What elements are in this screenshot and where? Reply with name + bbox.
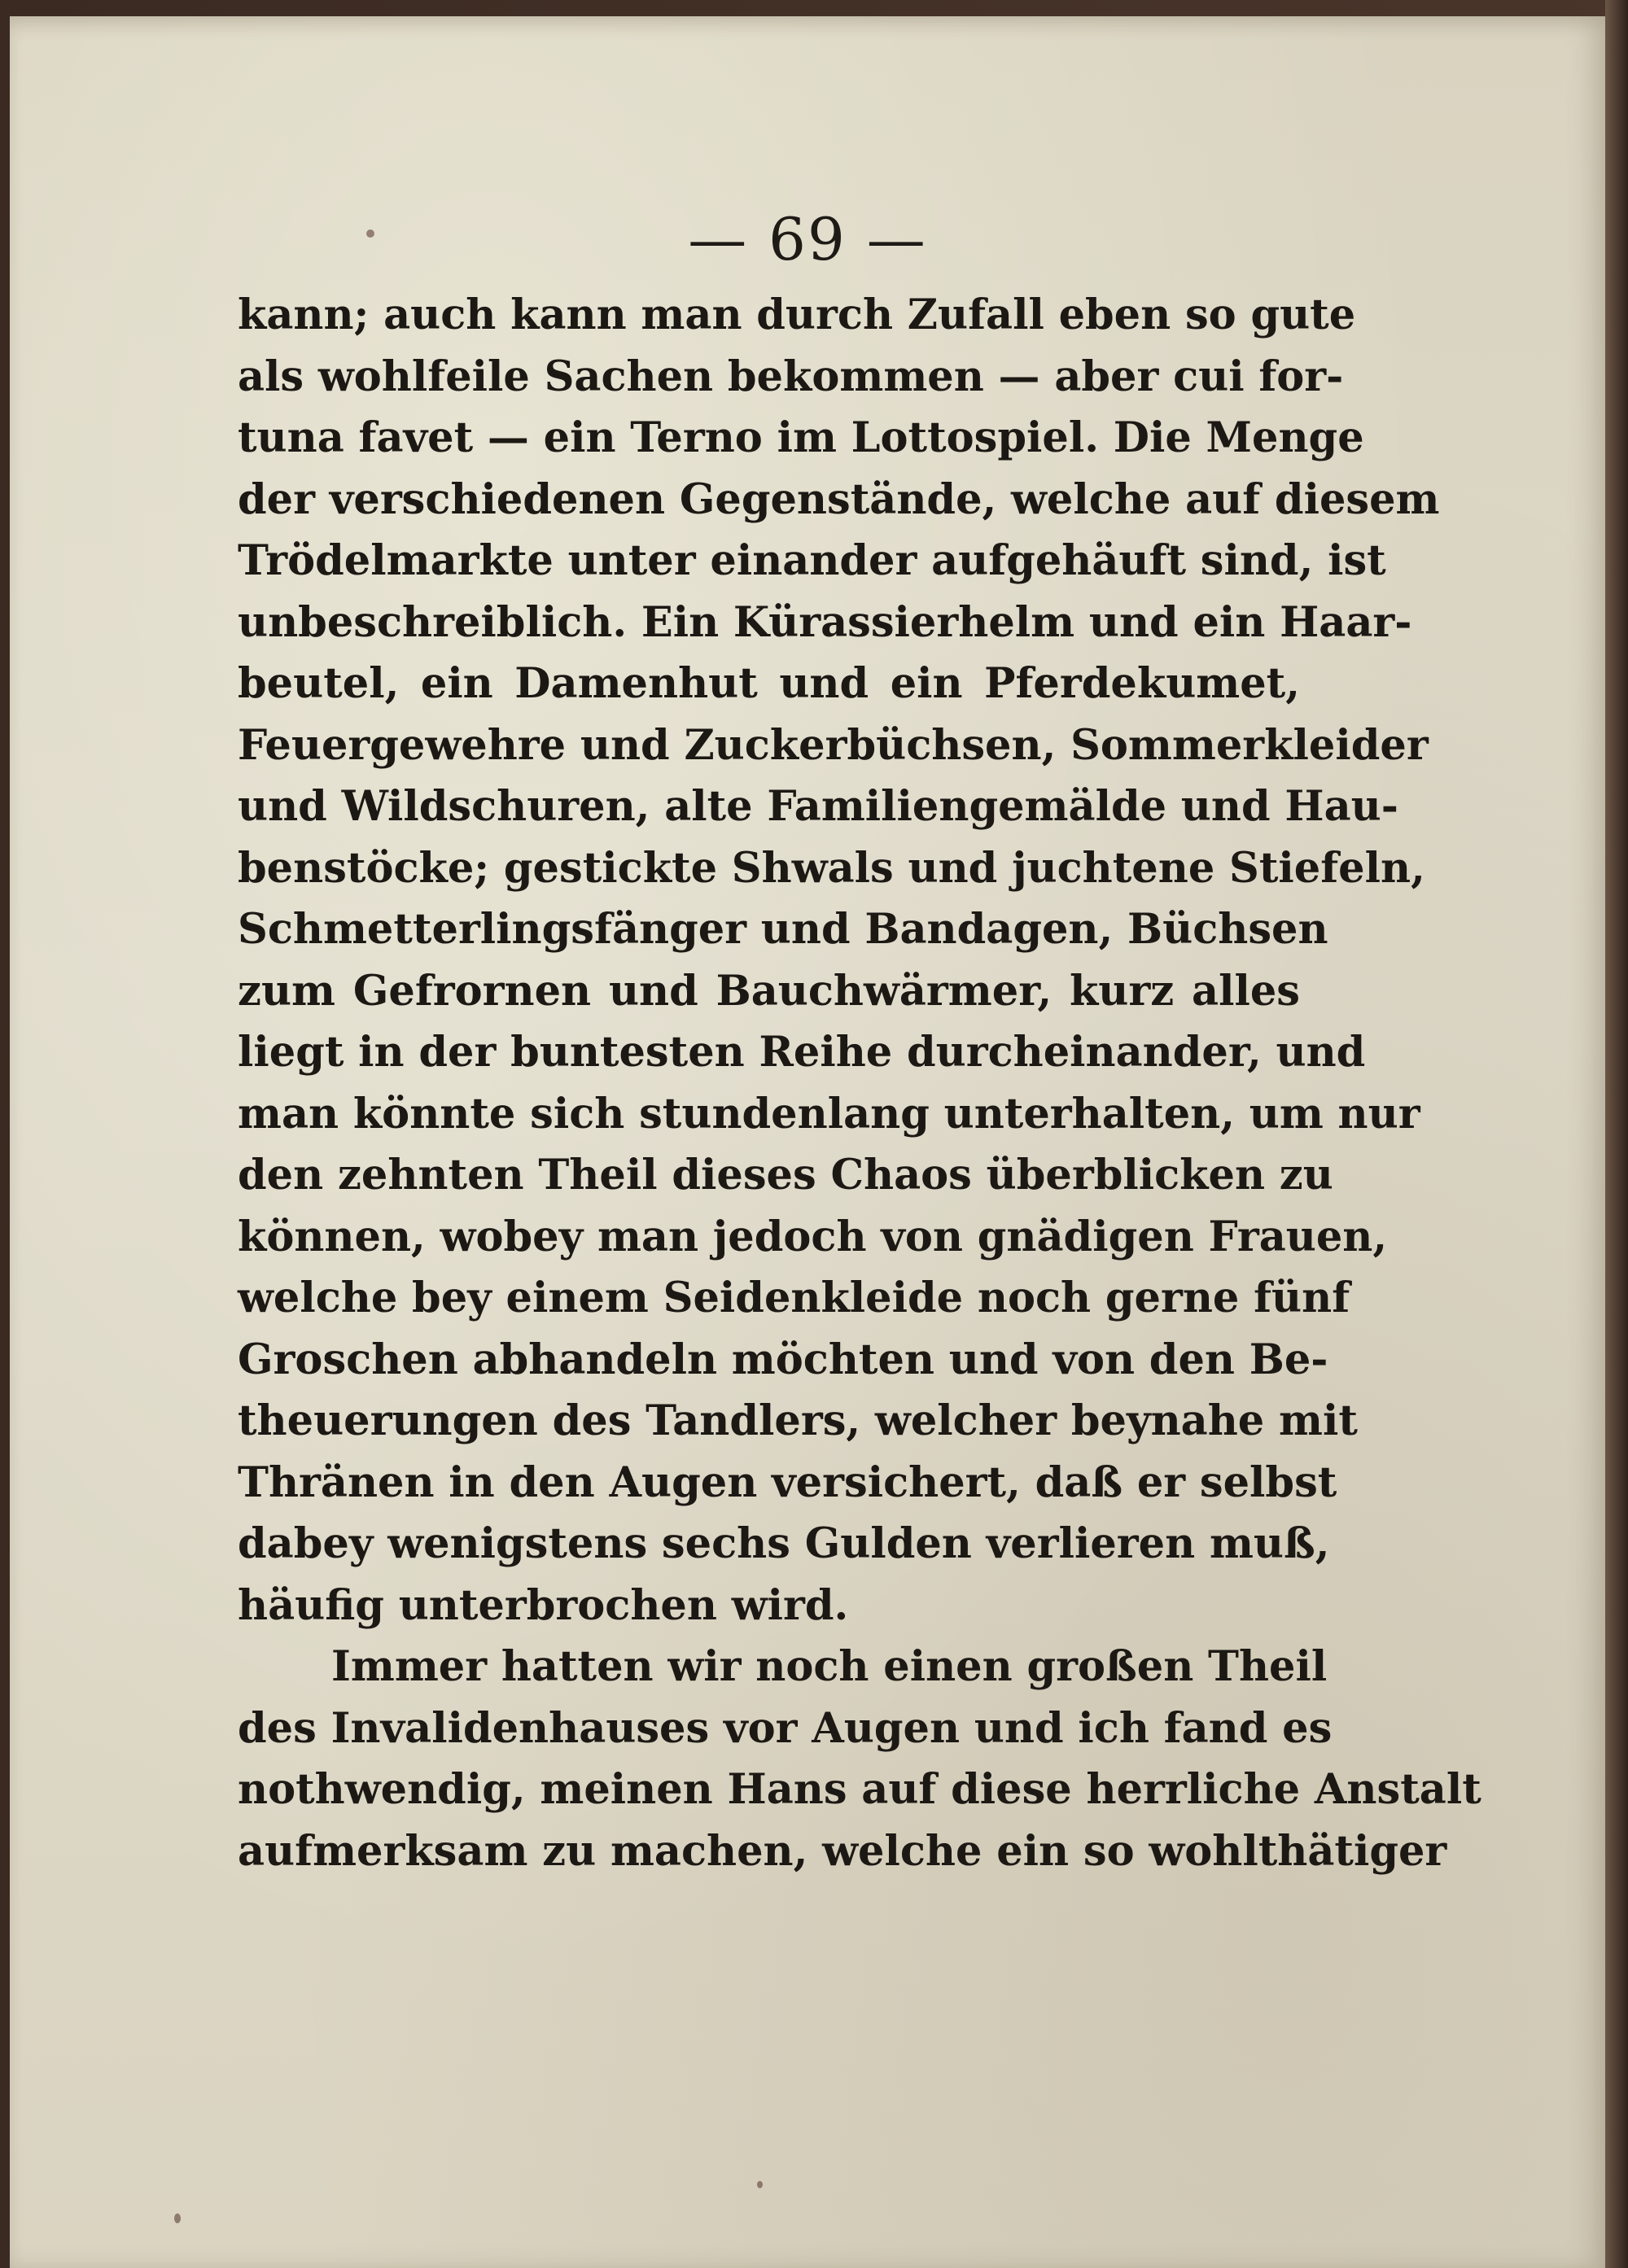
text-line: liegt in der buntesten Reihe durcheinander, und bbox=[238, 1028, 1366, 1077]
text-line: und Wildschuren, alte Familiengemälde und Hau- bbox=[238, 782, 1398, 831]
text-line-paragraph-start: Immer hatten wir noch einen großen Theil bbox=[331, 1642, 1328, 1691]
text-line-paragraph-end: häufig unterbrochen wird. bbox=[238, 1580, 849, 1630]
text-line: welche bey einem Seidenkleide noch gerne fünf bbox=[238, 1274, 1350, 1322]
text-line: dabey wenigstens sechs Gulden verlieren muß, bbox=[238, 1519, 1330, 1568]
body-text bbox=[238, 285, 1481, 1882]
text-line: Trödelmarkte unter einander aufgehäuft sind, ist bbox=[238, 536, 1386, 585]
text-line: können, wobey man jedoch von gnädigen Frauen, bbox=[238, 1212, 1388, 1261]
ink-speck bbox=[757, 2181, 763, 2188]
text-line: Groschen abhandeln möchten und von den Be- bbox=[238, 1335, 1328, 1384]
text-line: tuna favet — ein Terno im Lottospiel. Die Menge bbox=[238, 413, 1364, 462]
text-line: Feuergewehre und Zuckerbüchsen, Sommerkleider bbox=[238, 720, 1429, 770]
ink-speck bbox=[174, 2213, 181, 2223]
book-page bbox=[10, 16, 1605, 2268]
page-number-header: — 69 — bbox=[688, 205, 927, 273]
text-line: kann; auch kann man durch Zufall eben so gute bbox=[238, 291, 1356, 339]
text-line: den zehnten Theil dieses Chaos überblicken zu bbox=[238, 1151, 1333, 1200]
text-line: Thränen in den Augen versichert, daß er selbst bbox=[238, 1457, 1337, 1507]
text-line: man könnte sich stundenlang unterhalten, um nur bbox=[238, 1089, 1420, 1138]
text-line: benstöcke; gestickte Shwals und juchtene Stiefeln, bbox=[238, 843, 1425, 893]
text-line: als wohlfeile Sachen bekommen — aber cui for- bbox=[238, 352, 1344, 401]
text-line: nothwendig, meinen Hans auf diese herrliche Anstalt bbox=[238, 1765, 1481, 1814]
book-spine-edge bbox=[1605, 0, 1628, 2268]
text-line: des Invalidenhauses vor Augen und ich fand es bbox=[238, 1703, 1333, 1753]
text-line: der verschiedenen Gegenstände, welche auf diesem bbox=[238, 474, 1440, 524]
text-line: beutel, ein Damenhut und ein Pferdekumet, bbox=[238, 659, 1300, 708]
text-line: theuerungen des Tandlers, welcher beynahe mit bbox=[238, 1396, 1358, 1445]
text-line: aufmerksam zu machen, welche ein so wohlthätiger bbox=[238, 1826, 1447, 1876]
text-line: Schmetterlingsfänger und Bandagen, Büchsen bbox=[238, 905, 1328, 954]
text-line: zum Gefrornen und Bauchwärmer, kurz alles bbox=[238, 966, 1300, 1016]
text-line: unbeschreiblich. Ein Kürassierhelm und ein Haar- bbox=[238, 597, 1412, 647]
ink-speck bbox=[366, 229, 374, 238]
